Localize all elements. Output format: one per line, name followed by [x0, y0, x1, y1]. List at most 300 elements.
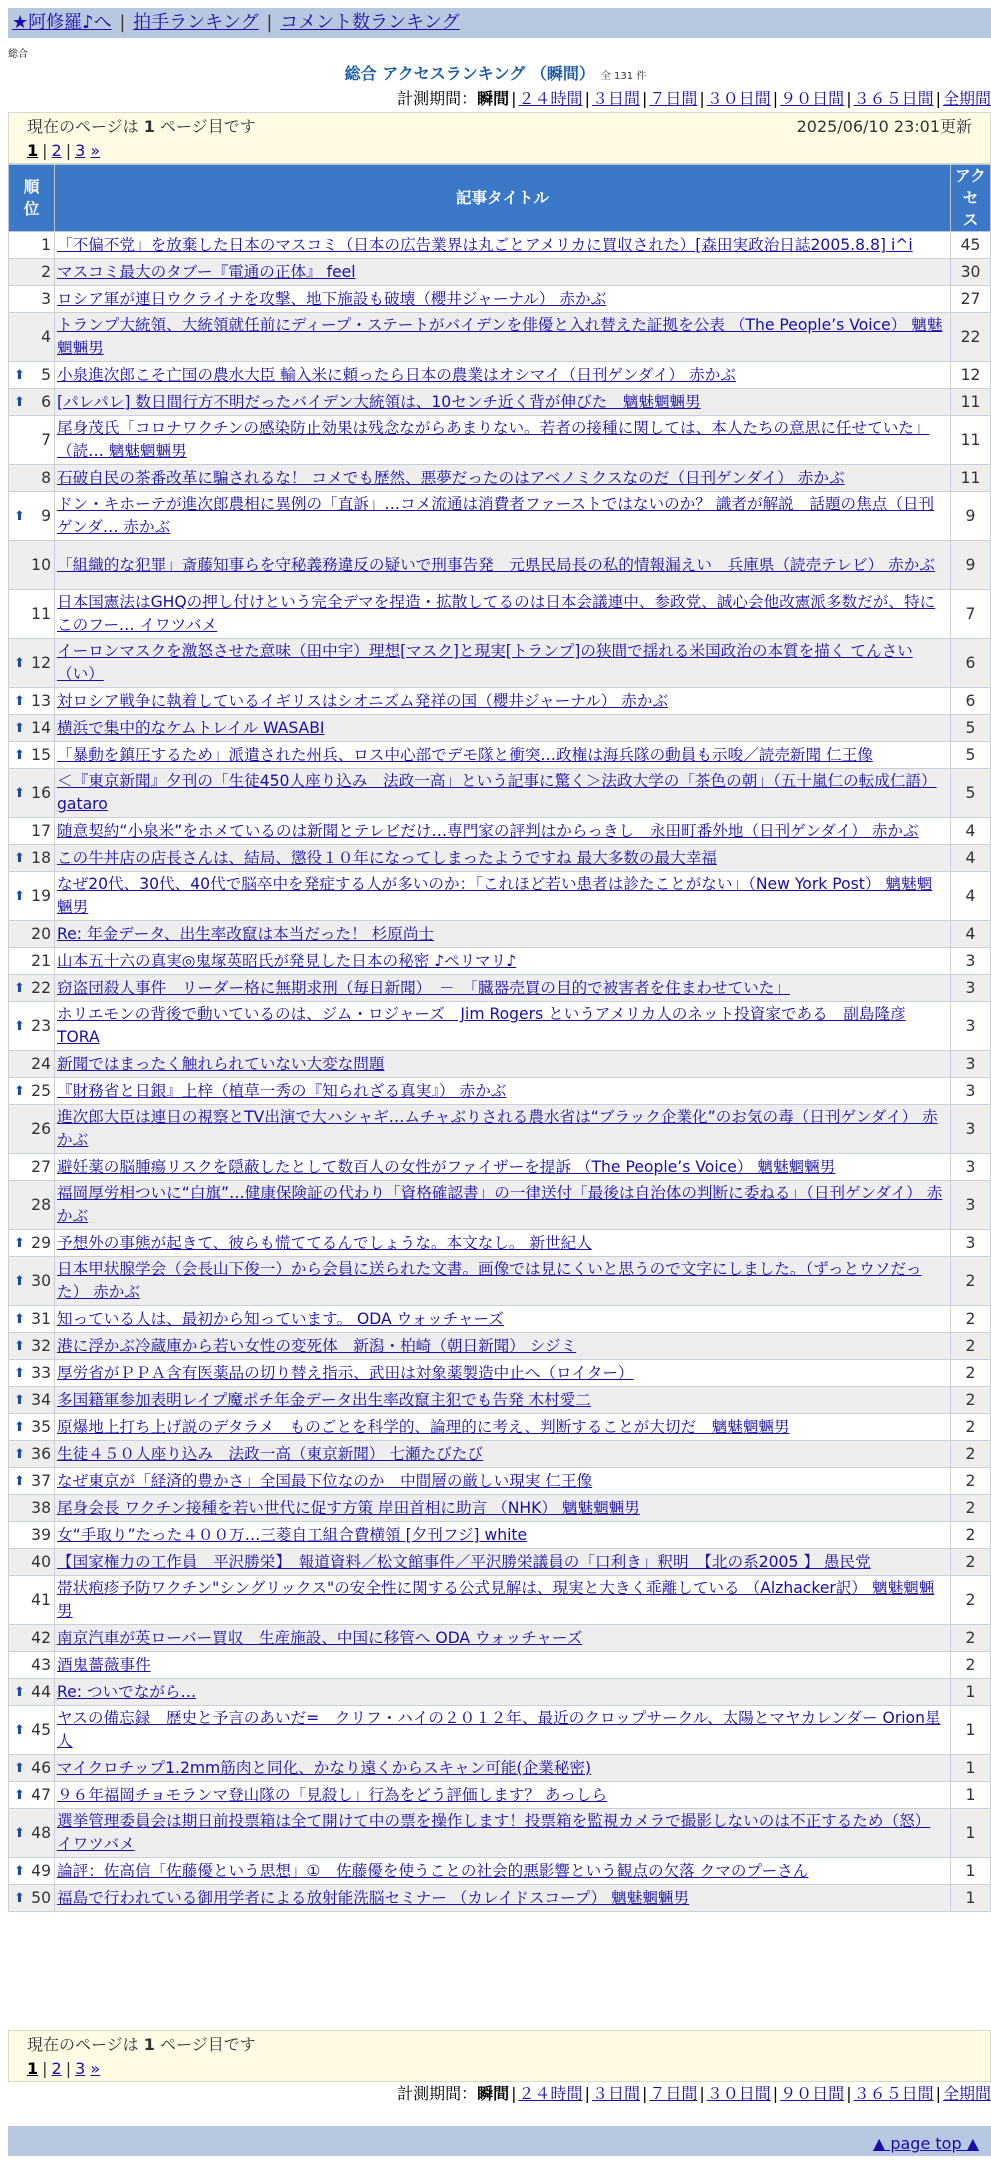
- rank-cell: [9, 1679, 55, 1706]
- arrow-up-icon: ⬆: [14, 785, 25, 801]
- access-count: 11: [951, 416, 991, 465]
- access-count: 2: [951, 1576, 991, 1625]
- article-link[interactable]: トランプ大統領、大統領就任前にディープ・ステートがバイデンを俳優と入れ替えた証拠を公表 （The People’s Voice） 魑魅魍魎男: [57, 316, 943, 357]
- access-count: 2: [951, 1387, 991, 1414]
- access-count: 4: [951, 845, 991, 872]
- article-link[interactable]: 原爆地上打ち上げ説のデタラメ ものごとを科学的、論理的に考え、判断することが大切だ 魑魅魍魎男: [57, 1417, 790, 1436]
- current-page-text: 現在のページは 1 ページ目です: [27, 2035, 256, 2054]
- title-cell: [55, 639, 951, 688]
- rank-number: 22: [31, 978, 51, 997]
- rank-number: 29: [31, 1233, 51, 1252]
- article-link[interactable]: 知っている人は、最初から知っています。 ODA ウォッチャーズ: [57, 1309, 504, 1328]
- title-cell: [55, 465, 951, 492]
- access-count: 6: [951, 688, 991, 715]
- rank-number: 13: [31, 691, 51, 710]
- title-cell: [55, 1468, 951, 1495]
- title-cell: [55, 948, 951, 975]
- pagination: [27, 2057, 972, 2081]
- title-cell: [55, 818, 951, 845]
- article-link[interactable]: 生徒４５０人座り込み 法政一高（東京新聞） 七瀬たびたび: [57, 1444, 483, 1463]
- rank-number: 47: [31, 1785, 51, 1804]
- access-count: 5: [951, 769, 991, 818]
- title-cell: [55, 975, 951, 1002]
- pager-page-3[interactable]: 3: [75, 2059, 86, 2078]
- table-row: [9, 1257, 991, 1306]
- rank-number: 26: [31, 1119, 51, 1138]
- category-label: 総合: [8, 49, 28, 60]
- period-separator: |: [846, 2084, 852, 2103]
- article-link[interactable]: ヤスの備忘録 歴史と予言のあいだ= クリフ・ハイの２０１２年、最近のクロップサークル、太陽とマヤカレンダー Orion星人: [57, 1709, 941, 1750]
- article-link[interactable]: 厚労省がＰＰＡ含有医薬品の切り替え指示、武田は対象薬製造中止へ（ロイター）: [57, 1363, 634, 1382]
- table-row: [9, 742, 991, 769]
- access-count: 4: [951, 921, 991, 948]
- rank-cell: [9, 1387, 55, 1414]
- article-link[interactable]: 対ロシア戦争に執着しているイギリスはシオニズム発祥の国（櫻井ジャーナル） 赤かぶ: [57, 691, 669, 710]
- title-cell: [55, 715, 951, 742]
- table-row: [9, 1549, 991, 1576]
- title-cell: [55, 1652, 951, 1679]
- article-link[interactable]: 論評：佐高信「佐藤優という思想」① 佐藤優を使うことの社会的悪影響という観点の欠落 クマのプーさん: [57, 1861, 809, 1880]
- rank-cell: [9, 1625, 55, 1652]
- table-row: [9, 232, 991, 259]
- arrow-up-icon: ⬆: [14, 1863, 25, 1879]
- period-link[interactable]: ３６５日間: [853, 89, 934, 108]
- table-row: [9, 259, 991, 286]
- rank-number: 45: [31, 1720, 51, 1739]
- access-count: 6: [951, 639, 991, 688]
- article-link[interactable]: 石破自民の茶番改革に騙されるな！ コメでも歴然、悪夢だったのはアベノミクスなのだ（日刊ゲンダイ） 赤かぶ: [57, 468, 845, 487]
- rank-number: 39: [31, 1525, 51, 1544]
- table-row: [9, 948, 991, 975]
- period-link[interactable]: ２４時間: [518, 2084, 583, 2103]
- rank-number: 23: [31, 1016, 51, 1035]
- period-link[interactable]: ３６５日間: [853, 2084, 934, 2103]
- rank-cell: [9, 1333, 55, 1360]
- article-link[interactable]: 横浜で集中的なケムトレイル WASABI: [57, 718, 325, 737]
- title-cell: [55, 541, 951, 590]
- access-count: 3: [951, 1051, 991, 1078]
- rank-number: 10: [31, 555, 51, 574]
- article-link[interactable]: Re: 年金データ、出生率改竄は本当だった！ 杉原尚士: [57, 924, 435, 943]
- rank-number: 27: [31, 1157, 51, 1176]
- rank-cell: [9, 1306, 55, 1333]
- rank-number: 50: [31, 1888, 51, 1907]
- table-row: [9, 1181, 991, 1230]
- pager-next-link[interactable]: »: [90, 141, 101, 160]
- home-link[interactable]: ★阿修羅♪へ: [12, 12, 112, 33]
- table-row: [9, 818, 991, 845]
- article-link[interactable]: なぜ東京が「経済的豊かさ」全国最下位なのか 中間層の厳しい現実 仁王像: [57, 1471, 593, 1490]
- article-link[interactable]: 酒鬼薔薇事件: [57, 1655, 151, 1674]
- title-cell: [55, 1755, 951, 1782]
- updated-timestamp: 2025/06/10 23:01更新: [796, 117, 972, 136]
- rank-cell: [9, 1002, 55, 1051]
- table-row: [9, 975, 991, 1002]
- article-link[interactable]: 新聞ではまったく触れられていない大変な問題: [57, 1054, 385, 1073]
- period-link[interactable]: ９０日間: [780, 2084, 845, 2103]
- article-link[interactable]: 進次郎大臣は連日の視察とTV出演で大ハシャギ…ムチャぶりされる農水省は“ブラック企業化”のお気の毒（日刊ゲンダイ） 赤かぶ: [57, 1108, 938, 1149]
- clap-ranking-link[interactable]: 拍手ランキング: [133, 12, 259, 33]
- access-column-header: アクセス: [951, 165, 991, 232]
- article-link[interactable]: ロシア軍が連日ウクライナを攻撃、地下施設も破壊（櫻井ジャーナル） 赤かぶ: [57, 289, 607, 308]
- top-nav-bar: [8, 8, 991, 38]
- period-separator: |: [935, 89, 941, 108]
- access-count: 2: [951, 1625, 991, 1652]
- period-separator: |: [846, 89, 852, 108]
- article-link[interactable]: ホリエモンの背後で動いているのは、ジム・ロジャーズ Jim Rogers というアメリカ人のネット投資家である 副島隆彦 TORA: [57, 1005, 906, 1046]
- pager-page-3[interactable]: 3: [75, 141, 86, 160]
- article-link[interactable]: 港に浮かぶ冷蔵庫から若い女性の変死体 新潟・柏崎（朝日新聞） シジミ: [57, 1336, 577, 1355]
- access-count: 4: [951, 818, 991, 845]
- article-link[interactable]: マスコミ最大のタブー『電通の正体』 feel: [57, 262, 356, 281]
- rank-number: 38: [31, 1498, 51, 1517]
- access-count: 2: [951, 1306, 991, 1333]
- rank-number: 17: [31, 821, 51, 840]
- ranking-table: [8, 164, 991, 1912]
- rank-cell: [9, 590, 55, 639]
- rank-number: 25: [31, 1081, 51, 1100]
- rank-cell: [9, 313, 55, 362]
- period-separator: |: [772, 89, 779, 108]
- pager-separator: |: [42, 141, 48, 160]
- rank-cell: [9, 948, 55, 975]
- pager-page-2[interactable]: 2: [51, 141, 62, 160]
- article-link[interactable]: 帯状疱疹予防ワクチン"シングリックス"の安全性に関する公式見解は、現実と大きく乖離している （Alzhacker訳） 魑魅魍魎男: [57, 1579, 935, 1620]
- article-link[interactable]: 日本甲状腺学会（会長山下俊一）から会員に送られた文書。画像では見にくいと思うので文字にしました。（ずっとウソだった） 赤かぶ: [57, 1260, 922, 1301]
- article-link[interactable]: 尾身会長 ワクチン接種を若い世代に促す方策 岸田首相に助言 （NHK） 魑魅魍魎男: [57, 1498, 640, 1517]
- article-link[interactable]: この牛丼店の店長さんは、結局、懲役１０年になってしまったようですね 最大多数の最大幸福: [57, 848, 717, 867]
- article-link[interactable]: 【国家権力の工作員 平沢勝栄】 報道資料／松文館事件／平沢勝栄議員の「口利き」釈明 【北の系2005 】 愚民党: [57, 1552, 871, 1571]
- article-link[interactable]: 予想外の事態が起きて、彼らも慌ててるんでしょうな。本文なし。 新世紀人: [57, 1233, 592, 1252]
- access-count: 1: [951, 1809, 991, 1858]
- title-cell: [55, 389, 951, 416]
- article-link[interactable]: 日本国憲法はGHQの押し付けという完全デマを捏造・拡散してるのは日本会議連中、参政党、誠心会他改憲派多数だが、特にこのフー… イワツバメ: [57, 593, 936, 634]
- article-link[interactable]: 「暴動を鎮圧するため」派遣された州兵、ロス中心部でデモ隊と衝突…政権は海兵隊の動員も示唆／読売新聞 仁王像: [57, 745, 873, 764]
- arrow-up-icon: ⬆: [14, 1760, 25, 1776]
- access-count: 1: [951, 1706, 991, 1755]
- article-link[interactable]: 「組織的な犯罪」斎藤知事らを守秘義務違反の疑いで刑事告発 元県民局長の私的情報漏えい 兵庫県（読売テレビ） 赤かぶ: [57, 555, 935, 574]
- access-count: 5: [951, 715, 991, 742]
- period-link[interactable]: 全期間: [942, 2084, 991, 2103]
- title-cell: [55, 1679, 951, 1706]
- table-row: [9, 1679, 991, 1706]
- table-row: [9, 845, 991, 872]
- rank-number: 4: [41, 327, 51, 346]
- article-link[interactable]: 福岡厚労相ついに“白旗”…健康保険証の代わり「資格確認書」の一律送付「最後は自治体の判断に委ねる」（日刊ゲンダイ） 赤かぶ: [57, 1184, 943, 1225]
- article-link[interactable]: 避妊薬の脳腫瘍リスクを隠蔽したとして数百人の女性がファイザーを提訴 （The People’s Voice） 魑魅魍魎男: [57, 1157, 836, 1176]
- table-row: [9, 1625, 991, 1652]
- rank-number: 30: [31, 1271, 51, 1290]
- table-row: [9, 362, 991, 389]
- article-link[interactable]: 多国籍軍参加表明レイプ魔ポチ年金データ出生率改竄主犯でも告発 木村愛二: [57, 1390, 591, 1409]
- rank-column-header: 順位: [9, 165, 55, 232]
- rank-cell: [9, 1360, 55, 1387]
- rank-cell: [9, 921, 55, 948]
- rank-number: 15: [31, 745, 51, 764]
- rank-number: 24: [31, 1054, 51, 1073]
- rank-cell: [9, 872, 55, 921]
- access-count: 2: [951, 1257, 991, 1306]
- rank-cell: [9, 259, 55, 286]
- article-link[interactable]: [パレパレ] 数日間行方不明だったバイデン大統領は、10センチ近く背が伸びた 魑魅魍魎男: [57, 392, 701, 411]
- table-row: [9, 769, 991, 818]
- rank-cell: [9, 1414, 55, 1441]
- rank-cell: [9, 1257, 55, 1306]
- access-count: 1: [951, 1885, 991, 1912]
- rank-cell: [9, 389, 55, 416]
- rank-cell: [9, 818, 55, 845]
- arrow-up-icon: ⬆: [14, 1446, 25, 1462]
- rank-number: 18: [31, 848, 51, 867]
- arrow-up-icon: ⬆: [14, 1890, 25, 1906]
- rank-number: 6: [41, 392, 51, 411]
- table-row: [9, 465, 991, 492]
- page-title-text: 総合 アクセスランキング （瞬間）: [344, 64, 595, 83]
- rank-cell: [9, 1522, 55, 1549]
- period-separator: |: [584, 89, 590, 108]
- table-row: [9, 1051, 991, 1078]
- article-link[interactable]: 尾身茂氏「コロナワクチンの感染防止効果は残念ながらあまりない。若者の接種に関しては、本人たちの意思に任せていた」 （読… 魑魅魍魎男: [57, 419, 930, 460]
- title-cell: [55, 1257, 951, 1306]
- rank-number: 33: [31, 1363, 51, 1382]
- table-row: [9, 921, 991, 948]
- arrow-up-icon: ⬆: [14, 1365, 25, 1381]
- title-cell: [55, 1387, 951, 1414]
- table-row: [9, 1652, 991, 1679]
- table-row: [9, 1468, 991, 1495]
- rank-number: 44: [31, 1682, 51, 1701]
- article-link[interactable]: ９６年福岡チョモランマ登山隊の「見殺し」行為をどう評価します？ あっしら: [57, 1785, 608, 1804]
- arrow-up-icon: ⬆: [14, 747, 25, 763]
- title-cell: [55, 688, 951, 715]
- access-count: 3: [951, 1154, 991, 1181]
- page-top-link[interactable]: ▲ page top ▲: [872, 2134, 979, 2153]
- period-separator: |: [772, 2084, 779, 2103]
- title-cell: [55, 1360, 951, 1387]
- title-cell: [55, 1154, 951, 1181]
- rank-cell: [9, 1576, 55, 1625]
- period-link[interactable]: ３日間: [591, 89, 640, 108]
- arrow-up-icon: ⬆: [14, 1473, 25, 1489]
- article-link[interactable]: なぜ20代、30代、40代で脳卒中を発症する人が多いのか：「これほど若い患者は診たことがない」（New York Post） 魑魅魍魎男: [57, 875, 933, 916]
- rank-cell: [9, 1441, 55, 1468]
- access-count: 5: [951, 742, 991, 769]
- pager-page-1: 1: [27, 141, 39, 160]
- access-count: 3: [951, 948, 991, 975]
- table-row: [9, 416, 991, 465]
- access-count: 2: [951, 1652, 991, 1679]
- access-count: 2: [951, 1522, 991, 1549]
- rank-number: 28: [31, 1195, 51, 1214]
- table-row: [9, 1002, 991, 1051]
- title-cell: [55, 1576, 951, 1625]
- rank-cell: [9, 975, 55, 1002]
- rank-number: 48: [31, 1823, 51, 1842]
- access-count: 3: [951, 1078, 991, 1105]
- article-link[interactable]: 随意契約“小泉米”をホメているのは新聞とテレビだけ…専門家の評判はからっきし 永田町番外地（日刊ゲンダイ） 赤かぶ: [57, 821, 919, 840]
- total-count: 全 131 件: [600, 71, 647, 82]
- arrow-up-icon: ⬆: [14, 1392, 25, 1408]
- period-current: 瞬間: [477, 2084, 510, 2103]
- rank-number: 37: [31, 1471, 51, 1490]
- access-count: 45: [951, 232, 991, 259]
- rank-cell: [9, 688, 55, 715]
- title-cell: [55, 590, 951, 639]
- rank-cell: [9, 465, 55, 492]
- article-link[interactable]: 山本五十六の真実◎鬼塚英昭氏が発見した日本の秘密 ♪ペリマリ♪: [57, 951, 517, 970]
- rank-cell: [9, 769, 55, 818]
- article-link[interactable]: 小泉進次郎こそ亡国の農水大臣 輸入米に頼ったら日本の農業はオシマイ（日刊ゲンダイ） 赤かぶ: [57, 365, 736, 384]
- period-link[interactable]: 全期間: [942, 89, 991, 108]
- title-cell: [55, 1078, 951, 1105]
- rank-number: 12: [31, 653, 51, 672]
- period-selector-bottom: [397, 2082, 991, 2106]
- title-cell: [55, 921, 951, 948]
- table-row: [9, 715, 991, 742]
- pager-page-1: 1: [27, 2059, 39, 2078]
- article-link[interactable]: 「不偏不党」を放棄した日本のマスコミ（日本の広告業界は丸ごとアメリカに買収された）[森田実政治日誌2005.8.8] i^i: [57, 235, 913, 254]
- pager-separator: |: [42, 2059, 48, 2078]
- period-link[interactable]: ３０日間: [706, 89, 771, 108]
- title-cell: [55, 1885, 951, 1912]
- table-row: [9, 1333, 991, 1360]
- page-title: [0, 61, 991, 84]
- bottom-bar: [8, 2126, 991, 2156]
- page-info-bottom: [8, 2030, 991, 2082]
- article-link[interactable]: ドン・キホーテが進次郎農相に異例の「直訴」…コメ流通は消費者ファーストではないのか？ 識者が解説 話題の焦点（日刊ゲンダ… 赤かぶ: [57, 495, 935, 536]
- rank-number: 40: [31, 1552, 51, 1571]
- table-row: [9, 313, 991, 362]
- article-link[interactable]: 『財務省と日銀』上梓（植草一秀の『知られざる真実』） 赤かぶ: [57, 1081, 507, 1100]
- rank-cell: [9, 1706, 55, 1755]
- article-link[interactable]: マイクロチップ1.2mm筋肉と同化、かなり遠くからスキャン可能(企業秘密): [57, 1758, 592, 1777]
- rank-cell: [9, 492, 55, 541]
- title-cell: [55, 742, 951, 769]
- rank-cell: [9, 1755, 55, 1782]
- period-link[interactable]: ９０日間: [780, 89, 845, 108]
- table-row: [9, 1522, 991, 1549]
- period-separator: |: [584, 2084, 590, 2103]
- rank-cell: [9, 1652, 55, 1679]
- rank-number: 46: [31, 1758, 51, 1777]
- access-count: 2: [951, 1414, 991, 1441]
- article-link[interactable]: 福島で行われている御用学者による放射能洗脳セミナー （カレイドスコープ） 魑魅魍魎男: [57, 1888, 690, 1907]
- rank-number: 2: [41, 262, 51, 281]
- rank-number: 5: [41, 365, 51, 384]
- access-count: 27: [951, 286, 991, 313]
- access-count: 2: [951, 1549, 991, 1576]
- title-cell: [55, 1105, 951, 1154]
- arrow-up-icon: ⬆: [14, 394, 25, 410]
- access-count: 9: [951, 492, 991, 541]
- rank-cell: [9, 1051, 55, 1078]
- arrow-up-icon: ⬆: [14, 1235, 25, 1251]
- article-link[interactable]: 選挙管理委員会は期日前投票箱は全て開けて中の票を操作します！投票箱を監視カメラで撮影しないのは不正するため（怒） イワツバメ: [57, 1812, 931, 1853]
- title-cell: [55, 1782, 951, 1809]
- title-cell: [55, 1230, 951, 1257]
- access-count: 3: [951, 1002, 991, 1051]
- access-count: 3: [951, 975, 991, 1002]
- rank-number: 7: [41, 430, 51, 449]
- arrow-up-icon: ⬆: [14, 1825, 25, 1841]
- article-link[interactable]: 女“手取り”たった４００万…三菱自工組合費横領 [夕刊フジ] white: [57, 1525, 528, 1544]
- rank-number: 1: [41, 235, 51, 254]
- access-count: 2: [951, 1360, 991, 1387]
- rank-number: 21: [31, 951, 51, 970]
- rank-cell: [9, 845, 55, 872]
- comment-ranking-link[interactable]: コメント数ランキング: [280, 12, 460, 33]
- rank-cell: [9, 1549, 55, 1576]
- period-separator: |: [935, 2084, 941, 2103]
- rank-cell: [9, 1885, 55, 1912]
- access-count: 1: [951, 1679, 991, 1706]
- table-row: [9, 389, 991, 416]
- access-count: 3: [951, 1181, 991, 1230]
- title-cell: [55, 845, 951, 872]
- table-row: [9, 639, 991, 688]
- title-column-header: 記事タイトル: [55, 165, 951, 232]
- article-link[interactable]: ＜『東京新聞』夕刊の「生徒450人座り込み 法政一高」という記事に驚く＞法政大学の「茶色の朝」（五十嵐仁の転成仁語） gataro: [57, 772, 937, 813]
- table-row: [9, 286, 991, 313]
- rank-cell: [9, 1782, 55, 1809]
- table-row: [9, 1387, 991, 1414]
- title-cell: [55, 1809, 951, 1858]
- title-cell: [55, 1441, 951, 1468]
- pager-separator: |: [65, 141, 72, 160]
- rank-cell: [9, 1105, 55, 1154]
- table-row: [9, 1576, 991, 1625]
- rank-cell: [9, 1154, 55, 1181]
- table-row: [9, 1809, 991, 1858]
- access-count: 2: [951, 1441, 991, 1468]
- table-row: [9, 1858, 991, 1885]
- period-link[interactable]: ７日間: [649, 2084, 698, 2103]
- arrow-up-icon: ⬆: [14, 1722, 25, 1738]
- access-count: 2: [951, 1333, 991, 1360]
- period-link[interactable]: ２４時間: [518, 89, 583, 108]
- rank-cell: [9, 541, 55, 590]
- arrow-up-icon: ⬆: [14, 1018, 25, 1034]
- title-cell: [55, 769, 951, 818]
- table-row: [9, 1755, 991, 1782]
- pager-next-link[interactable]: »: [90, 2059, 101, 2078]
- article-link[interactable]: 窃盗団殺人事件 リーダー格に無期求刑（毎日新聞） － 「臓器売買の目的で被害者を住まわせていた」: [57, 978, 790, 997]
- table-row: [9, 1105, 991, 1154]
- article-link[interactable]: イーロンマスクを激怒させた意味（田中宇）理想[マスク]と現実[トランプ]の狭間で揺れる米国政治の本質を描く てんさい（い）: [57, 642, 913, 683]
- table-row: [9, 1782, 991, 1809]
- table-row: [9, 688, 991, 715]
- title-cell: [55, 1495, 951, 1522]
- title-cell: [55, 872, 951, 921]
- arrow-up-icon: ⬆: [14, 980, 25, 996]
- rank-number: 34: [31, 1390, 51, 1409]
- title-cell: [55, 1306, 951, 1333]
- pager-page-2[interactable]: 2: [51, 2059, 62, 2078]
- period-link[interactable]: ３日間: [591, 2084, 640, 2103]
- period-link[interactable]: ３０日間: [706, 2084, 771, 2103]
- table-row: [9, 1078, 991, 1105]
- arrow-up-icon: ⬆: [14, 1684, 25, 1700]
- rank-number: 20: [31, 924, 51, 943]
- article-link[interactable]: 南京汽車が英ローバー買収 生産施設、中国に移管へ ODA ウォッチャーズ: [57, 1628, 583, 1647]
- access-count: 3: [951, 1230, 991, 1257]
- title-cell: [55, 1625, 951, 1652]
- title-cell: [55, 1181, 951, 1230]
- rank-cell: [9, 1468, 55, 1495]
- article-link[interactable]: Re: ついでながら…: [57, 1682, 197, 1701]
- period-link[interactable]: ７日間: [649, 89, 698, 108]
- rank-number: 32: [31, 1336, 51, 1355]
